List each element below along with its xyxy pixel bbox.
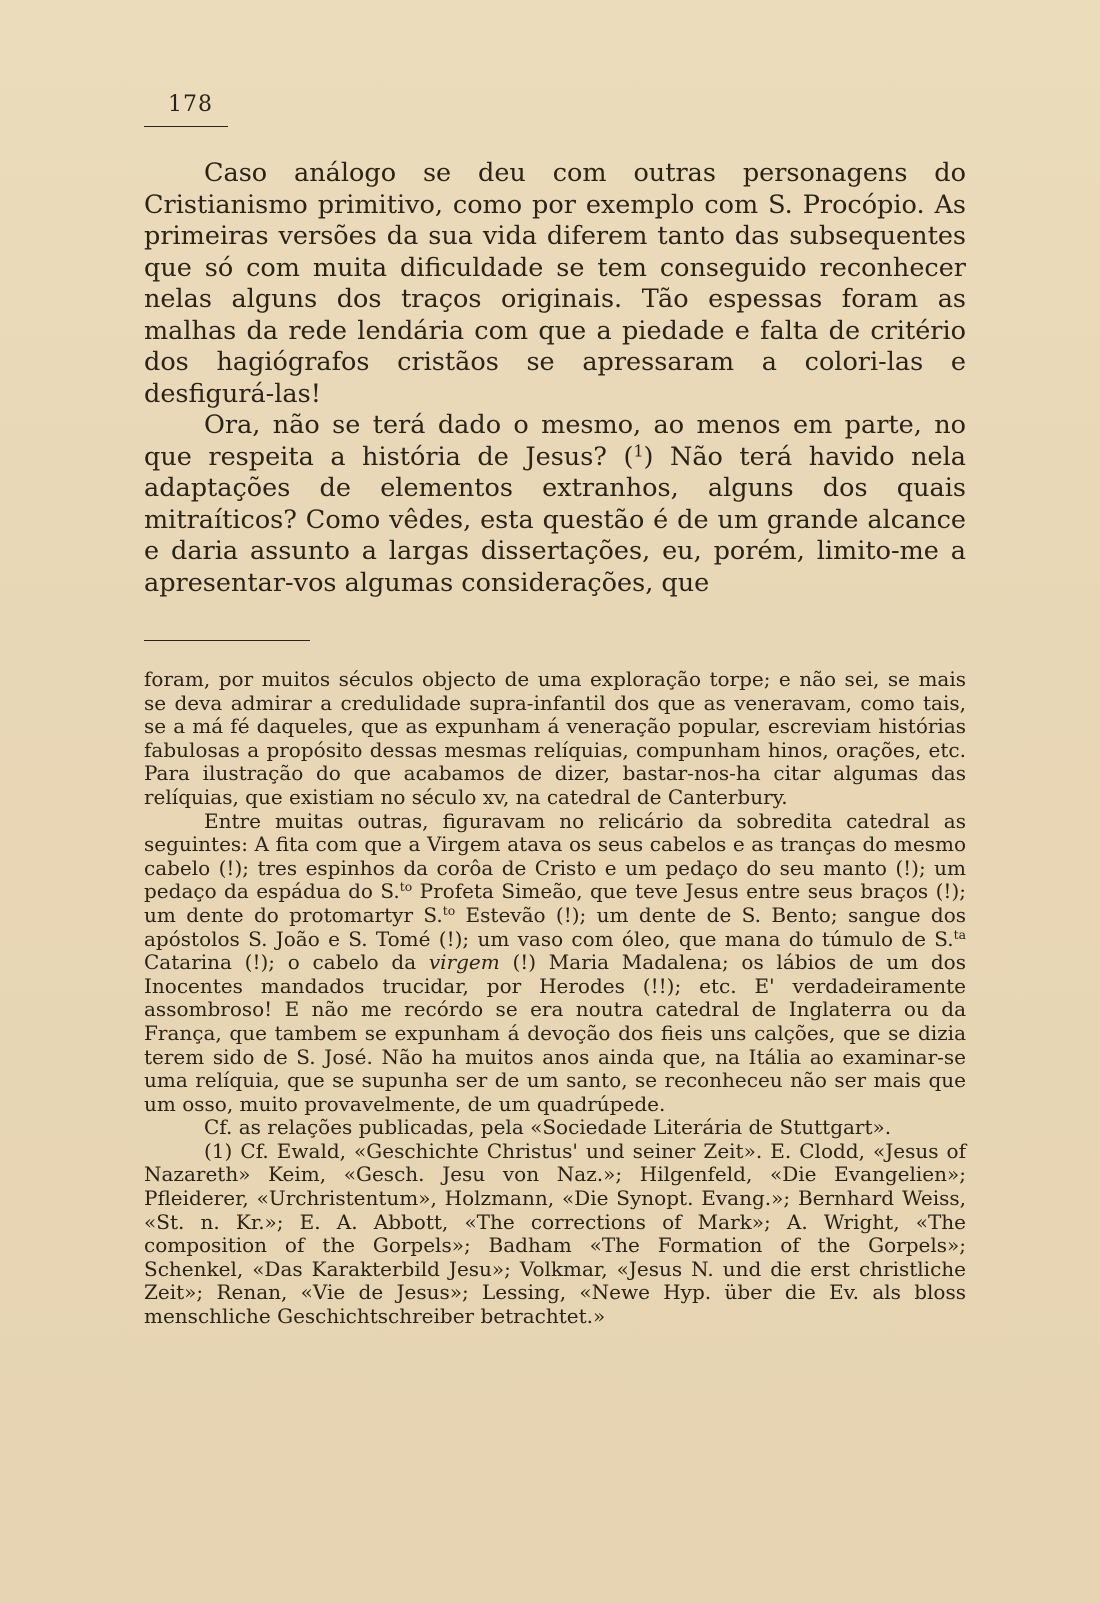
relics-text-e: (!) Maria Madalena; os lábios de um dos Inocentes mandados trucidar, por Herodes (!!); etc. E' verdadeiramente assombroso! E não me recórdo se era noutra catedral de Inglaterra ou da França, que tambem se expunham á devoção dos fieis uns calções, que se dizia terem sido de S. José. Não ha muitos anos ainda que, na Itália ao examinar-se uma relíquia, que se supunha ser de um santo, se reconheceu não ser mais que um osso, muito provavelmente, de um quadrúpede.	[144, 950, 966, 1116]
relics-text-d: Catarina (!); o cabelo da	[144, 950, 429, 975]
footnote-rule	[144, 640, 310, 641]
main-paragraph-2-start: Ora, não se terá dado o mesmo, ao menos em parte, no que respeita a história de Jesus? (	[144, 410, 966, 472]
footnote-continuation: foram, por muitos séculos objecto de uma exploração torpe; e não sei, se mais se deva admirar a credulidade supra-infantil dos que as veneravam, como tais, se a má fé daqueles, que as expunham á veneração popular, escreviam histórias fabulosas a propósito dessas mesmas relíquias, compunham hinos, orações, etc. Para ilustração do que acabamos de dizer, bastar-nos-ha citar algumas das relíquias, que existiam no século xv, na catedral de Canterbury.	[144, 667, 966, 809]
page-number-rule	[144, 126, 228, 127]
footnotes	[144, 668, 966, 1329]
italic-virgem: virgem	[428, 950, 500, 975]
footnote-1-marker: (1)	[204, 1138, 233, 1163]
main-paragraph-1: Caso análogo se deu com outras personagens do Cristianismo primitivo, como por exemplo com S. Procópio. As primeiras versões da sua vida diferem tanto das subsequentes que só com muita dificuldade se tem conseguido reconhecer nelas alguns dos traços originais. Tão espessas foram as malhas da rede lendária com que a piedade e falta de critério dos hagiógrafos cristãos se apressaram a colori-las e desfigurá-las!	[144, 158, 966, 409]
main-paragraph-2-end: ) Não terá havido nela adaptações de elementos extranhos, alguns dos quais mitraíticos? Como vêdes, esta questão é de um grande alcance e daria assunto a largas dissertações, eu, porém, limito-me a apresentar-vos algumas considerações, que	[144, 441, 966, 598]
superscript-to: to	[442, 903, 456, 919]
footnote-1-text: Cf. Ewald, «Geschichte Christus' und seiner Zeit». E. Clodd, «Jesus of Nazareth» Keim, «Gesch. Jesu von Naz.»; Hilgenfeld, «Die Evangelien»; Pfleiderer, «Urchristentum», Holzmann, «Die Synopt. Evang.»; Bernhard Weiss, «St. n. Kr.»; E. A. Abbott, «The corrections of Mark»; A. Wright, «The composition of the Gorpels»; Badham «The Formation of the Gorpels»; Schenkel, «Das Karakterbild Jesu»; Volkmar, «Jesus N. und die erst christliche Zeit»; Renan, «Vie de Jesus»; Lessing, «Newe Hyp. über die Ev. als bloss menschliche Geschichtschreiber betrachtet.»	[144, 1138, 966, 1329]
footnote-relics-paragraph	[144, 810, 966, 1117]
relics-text-a: Entre muitas outras, figuravam no relicário da sobredita catedral as seguintes: A fita com que a Virgem atava os seus cabelos e as tranças do mesmo cabelo (!); tres espinhos da corôa de Cristo e um pedaço do seu manto (!); um pedaço da espádua do S.	[144, 808, 966, 904]
superscript-to: to	[399, 879, 413, 895]
relics-text-c: Estevão (!); um dente de S. Bento; sangue dos apóstolos S. João e S. Tomé (!); um vaso com óleo, que mana do túmulo de S.	[144, 902, 967, 951]
footnote-1	[144, 1140, 966, 1329]
superscript-ta: ta	[953, 926, 966, 942]
footnote-cf-paragraph: Cf. as relações publicadas, pela «Sociedade Literária de Stuttgart».	[204, 1115, 892, 1140]
relics-text-b: Profeta Simeão, que teve Jesus entre seus braços (!); um dente do protomartyr S.	[144, 879, 966, 927]
footnote-ref-1: 1	[633, 440, 644, 460]
page-number: 178	[168, 92, 213, 117]
main-text	[144, 158, 966, 599]
main-paragraph-2	[144, 410, 966, 599]
